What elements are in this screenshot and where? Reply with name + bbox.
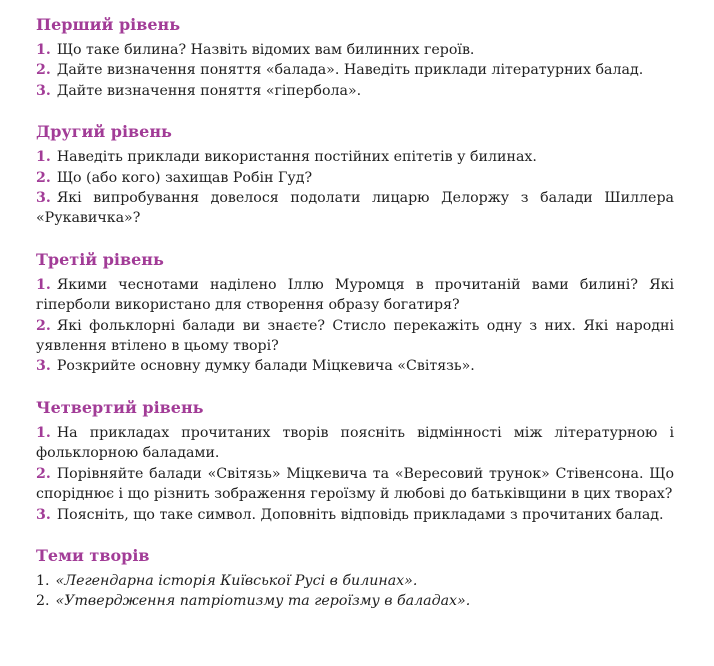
question-number: 1.	[36, 149, 51, 166]
question-number: 1.	[36, 42, 51, 58]
question-text: Що (або кого) захищав Робін Гуд?	[56, 169, 313, 186]
question-item	[36, 168, 674, 188]
question-item	[36, 275, 674, 316]
question-number: 1.	[36, 424, 51, 441]
question-text: Дайте визначення поняття «балада». Наведіть приклади літературних балад.	[56, 62, 644, 79]
question-item	[36, 316, 674, 357]
question-text: На прикладах прочитаних творів поясніть відмінності між літературною і фольклорною баладами.	[36, 424, 674, 462]
question-number: 3.	[36, 82, 51, 99]
question-number: 2.	[36, 169, 51, 186]
level-4-section	[36, 399, 674, 525]
question-number: 2.	[36, 62, 51, 79]
question-text: Які випробування довелося подолати лицарю Делоржу з балади Шиллера «Рукавичка»?	[36, 190, 674, 227]
question-item	[36, 356, 674, 376]
question-text: Які фольклорні балади ви знаєте? Стисло перекажіть одну з них. Які народні уявлення втілено в цьому творі?	[36, 317, 674, 355]
question-text: Якими чеснотами наділено Іллю Муромця в прочитаній вами билині? Які гіперболи використано для створення образу богатиря?	[36, 276, 674, 314]
question-number: 3.	[36, 190, 51, 207]
theme-number: 1.	[36, 572, 50, 589]
question-text: Що таке билина? Назвіть відомих вам билинних героїв.	[56, 42, 475, 58]
level-3-section	[36, 251, 674, 377]
question-item	[36, 60, 674, 80]
question-number: 3.	[36, 358, 51, 375]
question-item	[36, 464, 674, 505]
theme-text: «Утвердження патріотизму та героїзму в баладах».	[55, 593, 471, 610]
question-item	[36, 505, 674, 525]
theme-item	[36, 591, 674, 611]
question-number: 1.	[36, 276, 51, 293]
themes-section	[36, 547, 674, 612]
question-number: 2.	[36, 465, 51, 482]
question-item	[36, 188, 674, 229]
question-number: 3.	[36, 506, 51, 523]
question-text: Дайте визначення поняття «гіпербола».	[56, 82, 362, 99]
question-text: Порівняйте балади «Світязь» Міцкевича та «Вересовий трунок» Стівенсона. Що споріднює і що різнить зображення героїзму й любові до батьківщини в цих творах?	[36, 465, 674, 503]
question-text: Наведіть приклади використання постійних епітетів у билинах.	[56, 149, 537, 166]
question-item	[36, 147, 674, 167]
level-2-section	[36, 123, 674, 229]
theme-text: «Легендарна історія Київської Русі в билинах».	[55, 572, 418, 589]
question-item	[36, 40, 674, 60]
level-1-section	[36, 16, 674, 101]
section-title: Третій рівень	[36, 249, 164, 269]
question-item	[36, 81, 674, 101]
theme-item	[36, 571, 674, 591]
section-title: Теми творів	[36, 545, 150, 565]
question-text: Розкрийте основну думку балади Міцкевича «Світязь».	[56, 358, 475, 375]
question-number: 2.	[36, 317, 51, 334]
section-title: Другий рівень	[36, 122, 172, 142]
question-item	[36, 423, 674, 464]
question-text: Поясніть, що таке символ. Доповніть відповідь прикладами з прочитаних балад.	[56, 506, 664, 523]
theme-number: 2.	[36, 593, 50, 610]
section-title: Перший рівень	[36, 15, 181, 34]
section-title: Четвертий рівень	[36, 397, 204, 417]
